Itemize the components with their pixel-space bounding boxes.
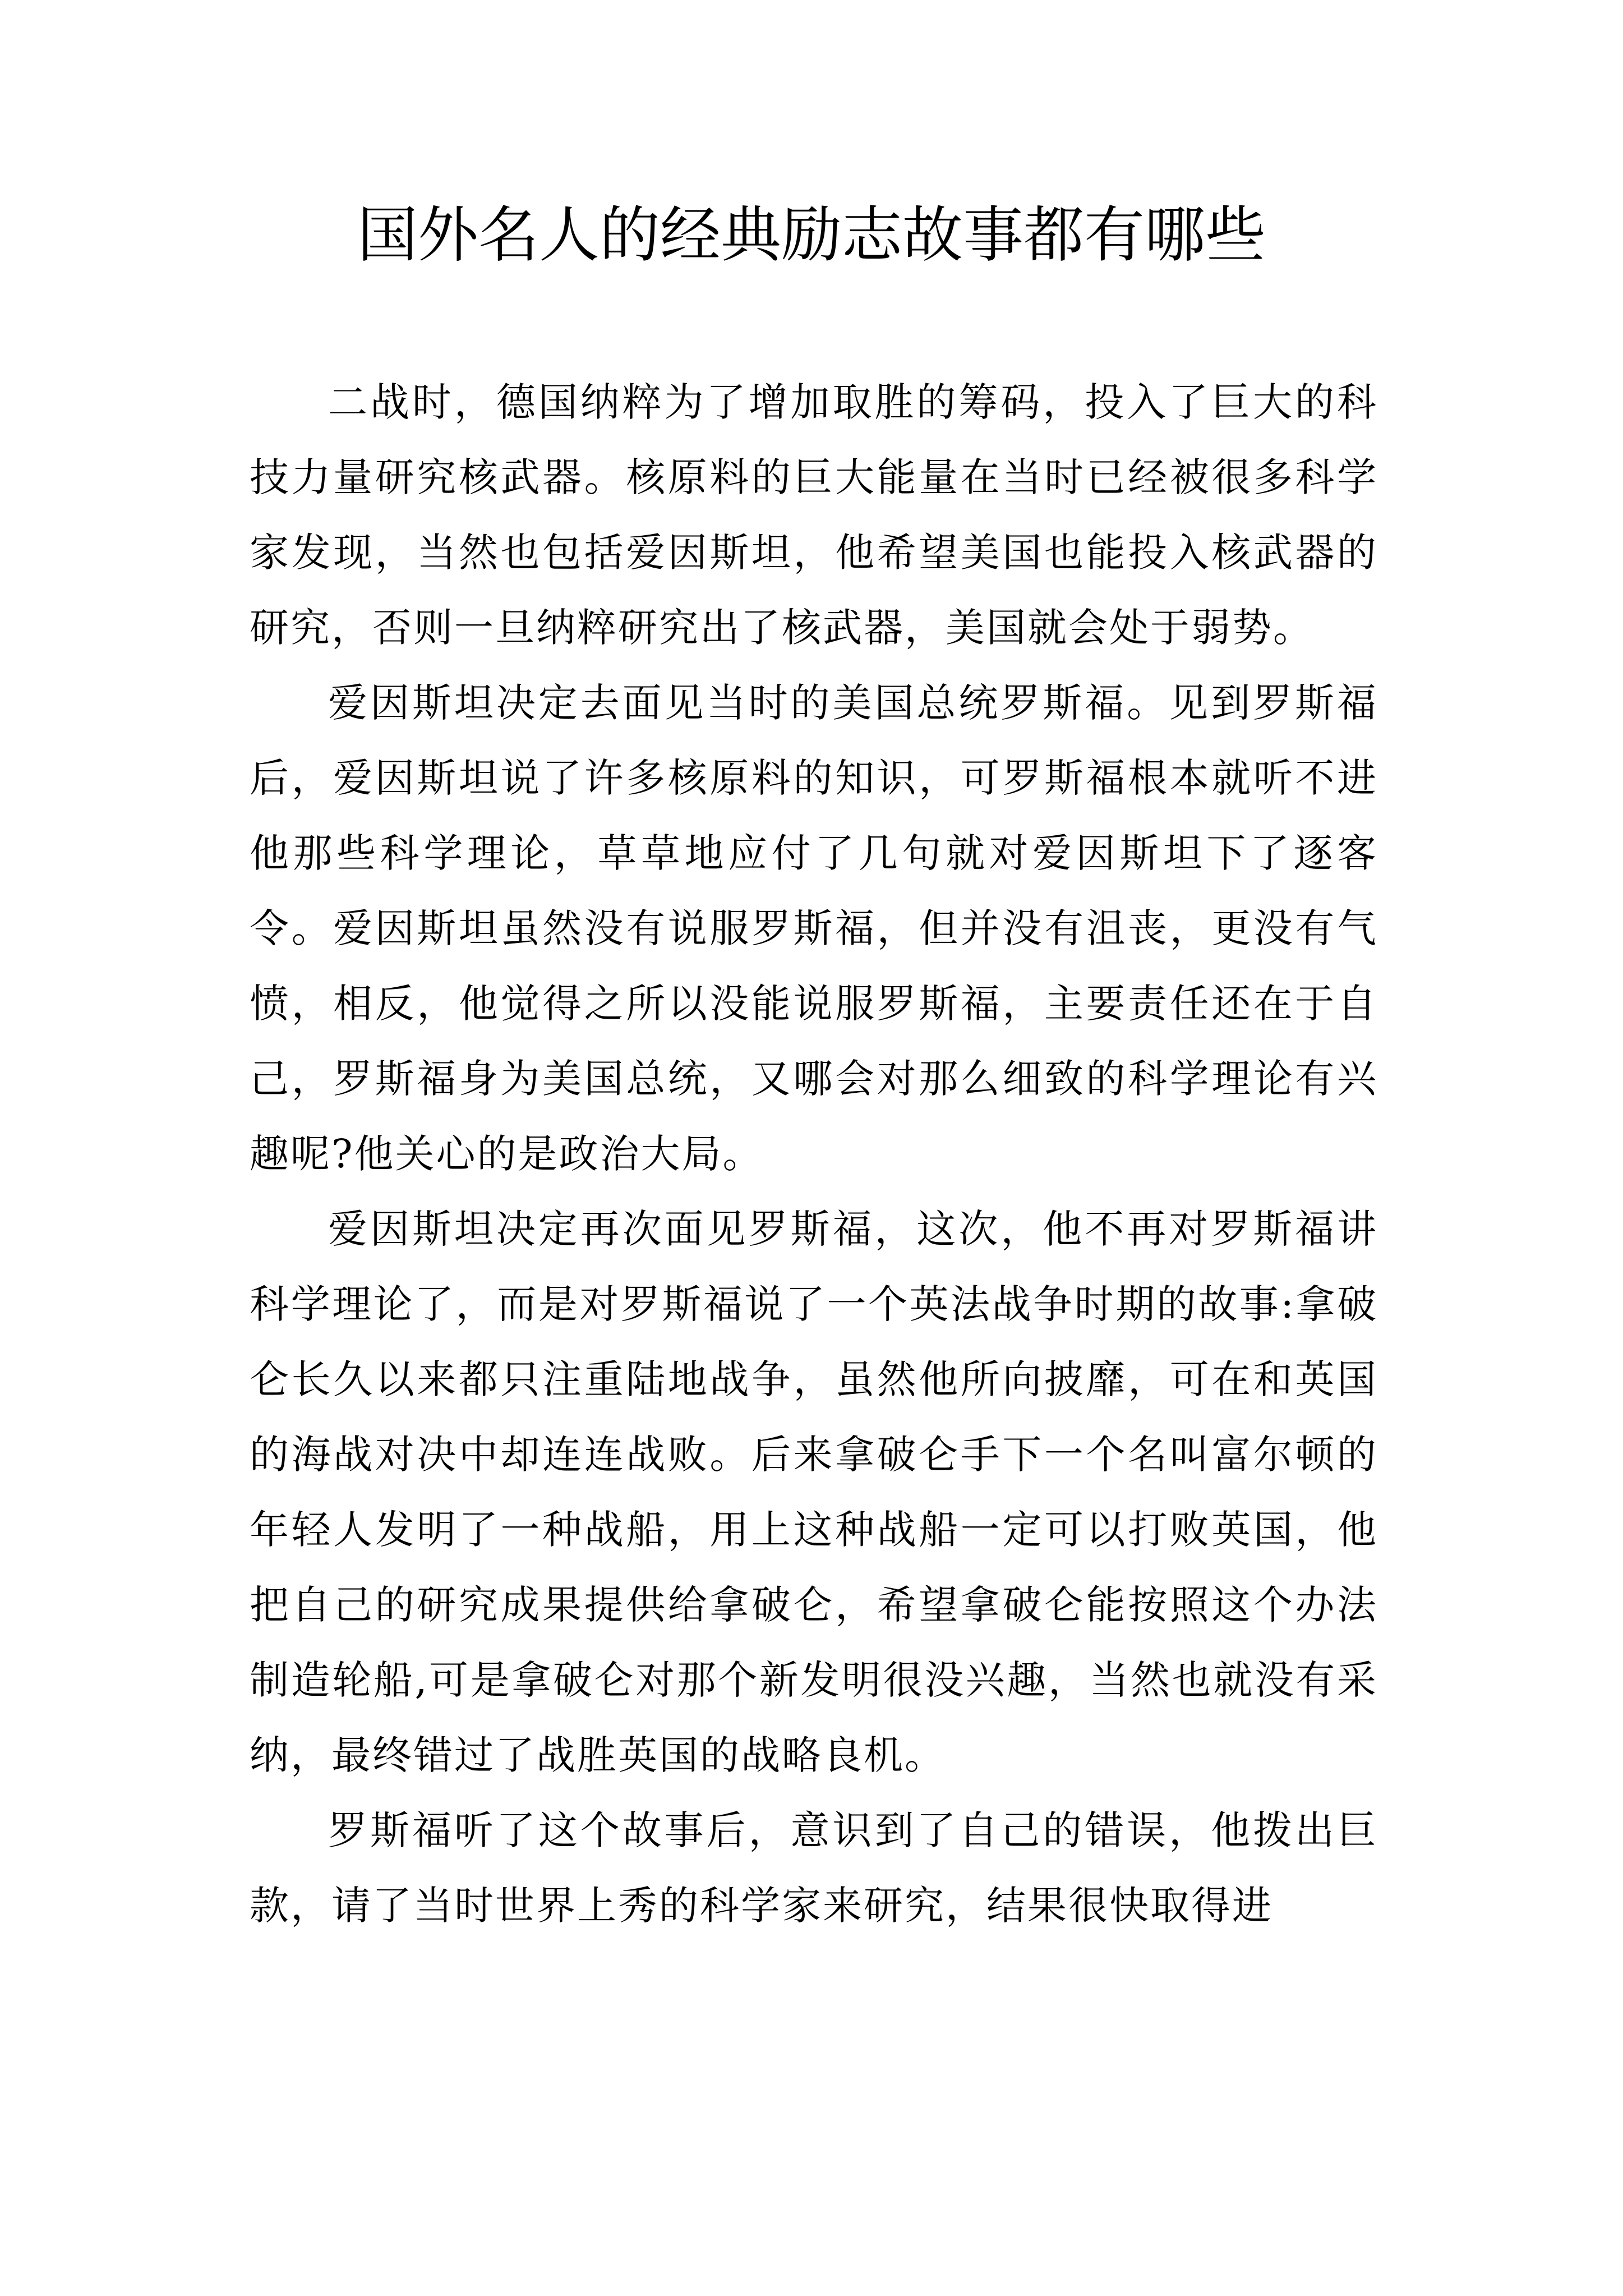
paragraph-2: 爱因斯坦决定去面见当时的美国总统罗斯福。见到罗斯福后，爱因斯坦说了许多核原料的知识，可罗斯福根本就听不进他那些科学理论，草草地应付了几句就对爱因斯坦下了逐客令。爱因斯坦虽然没有说服罗斯福，但并没有沮丧，更没有气愤，相反，他觉得之所以没能说服罗斯福，主要责任还在于自己，罗斯福身为美国总统，又哪会对那么细致的科学理论有兴趣呢?他关心的是政治大局。 bbox=[250, 680, 1378, 1177]
paragraph-4: 罗斯福听了这个故事后，意识到了自己的错误，他拨出巨款，请了当时世界上秀的科学家来研究，结果很快取得进 bbox=[250, 1807, 1378, 1929]
paragraph-3: 爱因斯坦决定再次面见罗斯福，这次，他不再对罗斯福讲科学理论了，而是对罗斯福说了一个英法战争时期的故事:拿破仑长久以来都只注重陆地战争，虽然他所向披靡，可在和英国的海战对决中却连连战败。后来拿破仑手下一个名叫富尔顿的年轻人发明了一种战船，用上这种战船一定可以打败英国，他把自己的研究成果提供给拿破仑，希望拿破仑能按照这个办法制造轮船,可是拿破仑对那个新发明很没兴趣，当然也就没有采纳，最终错过了战胜英国的战略良机。 bbox=[250, 1206, 1378, 1778]
document-body bbox=[250, 365, 1378, 1943]
document-title: 国外名人的经典励志故事都有哪些 bbox=[357, 200, 1266, 270]
paragraph-1: 二战时，德国纳粹为了增加取胜的筹码，投入了巨大的科技力量研究核武器。核原料的巨大能量在当时已经被很多科学家发现，当然也包括爱因斯坦，他希望美国也能投入核武器的研究，否则一旦纳粹研究出了核武器，美国就会处于弱势。 bbox=[250, 379, 1378, 651]
